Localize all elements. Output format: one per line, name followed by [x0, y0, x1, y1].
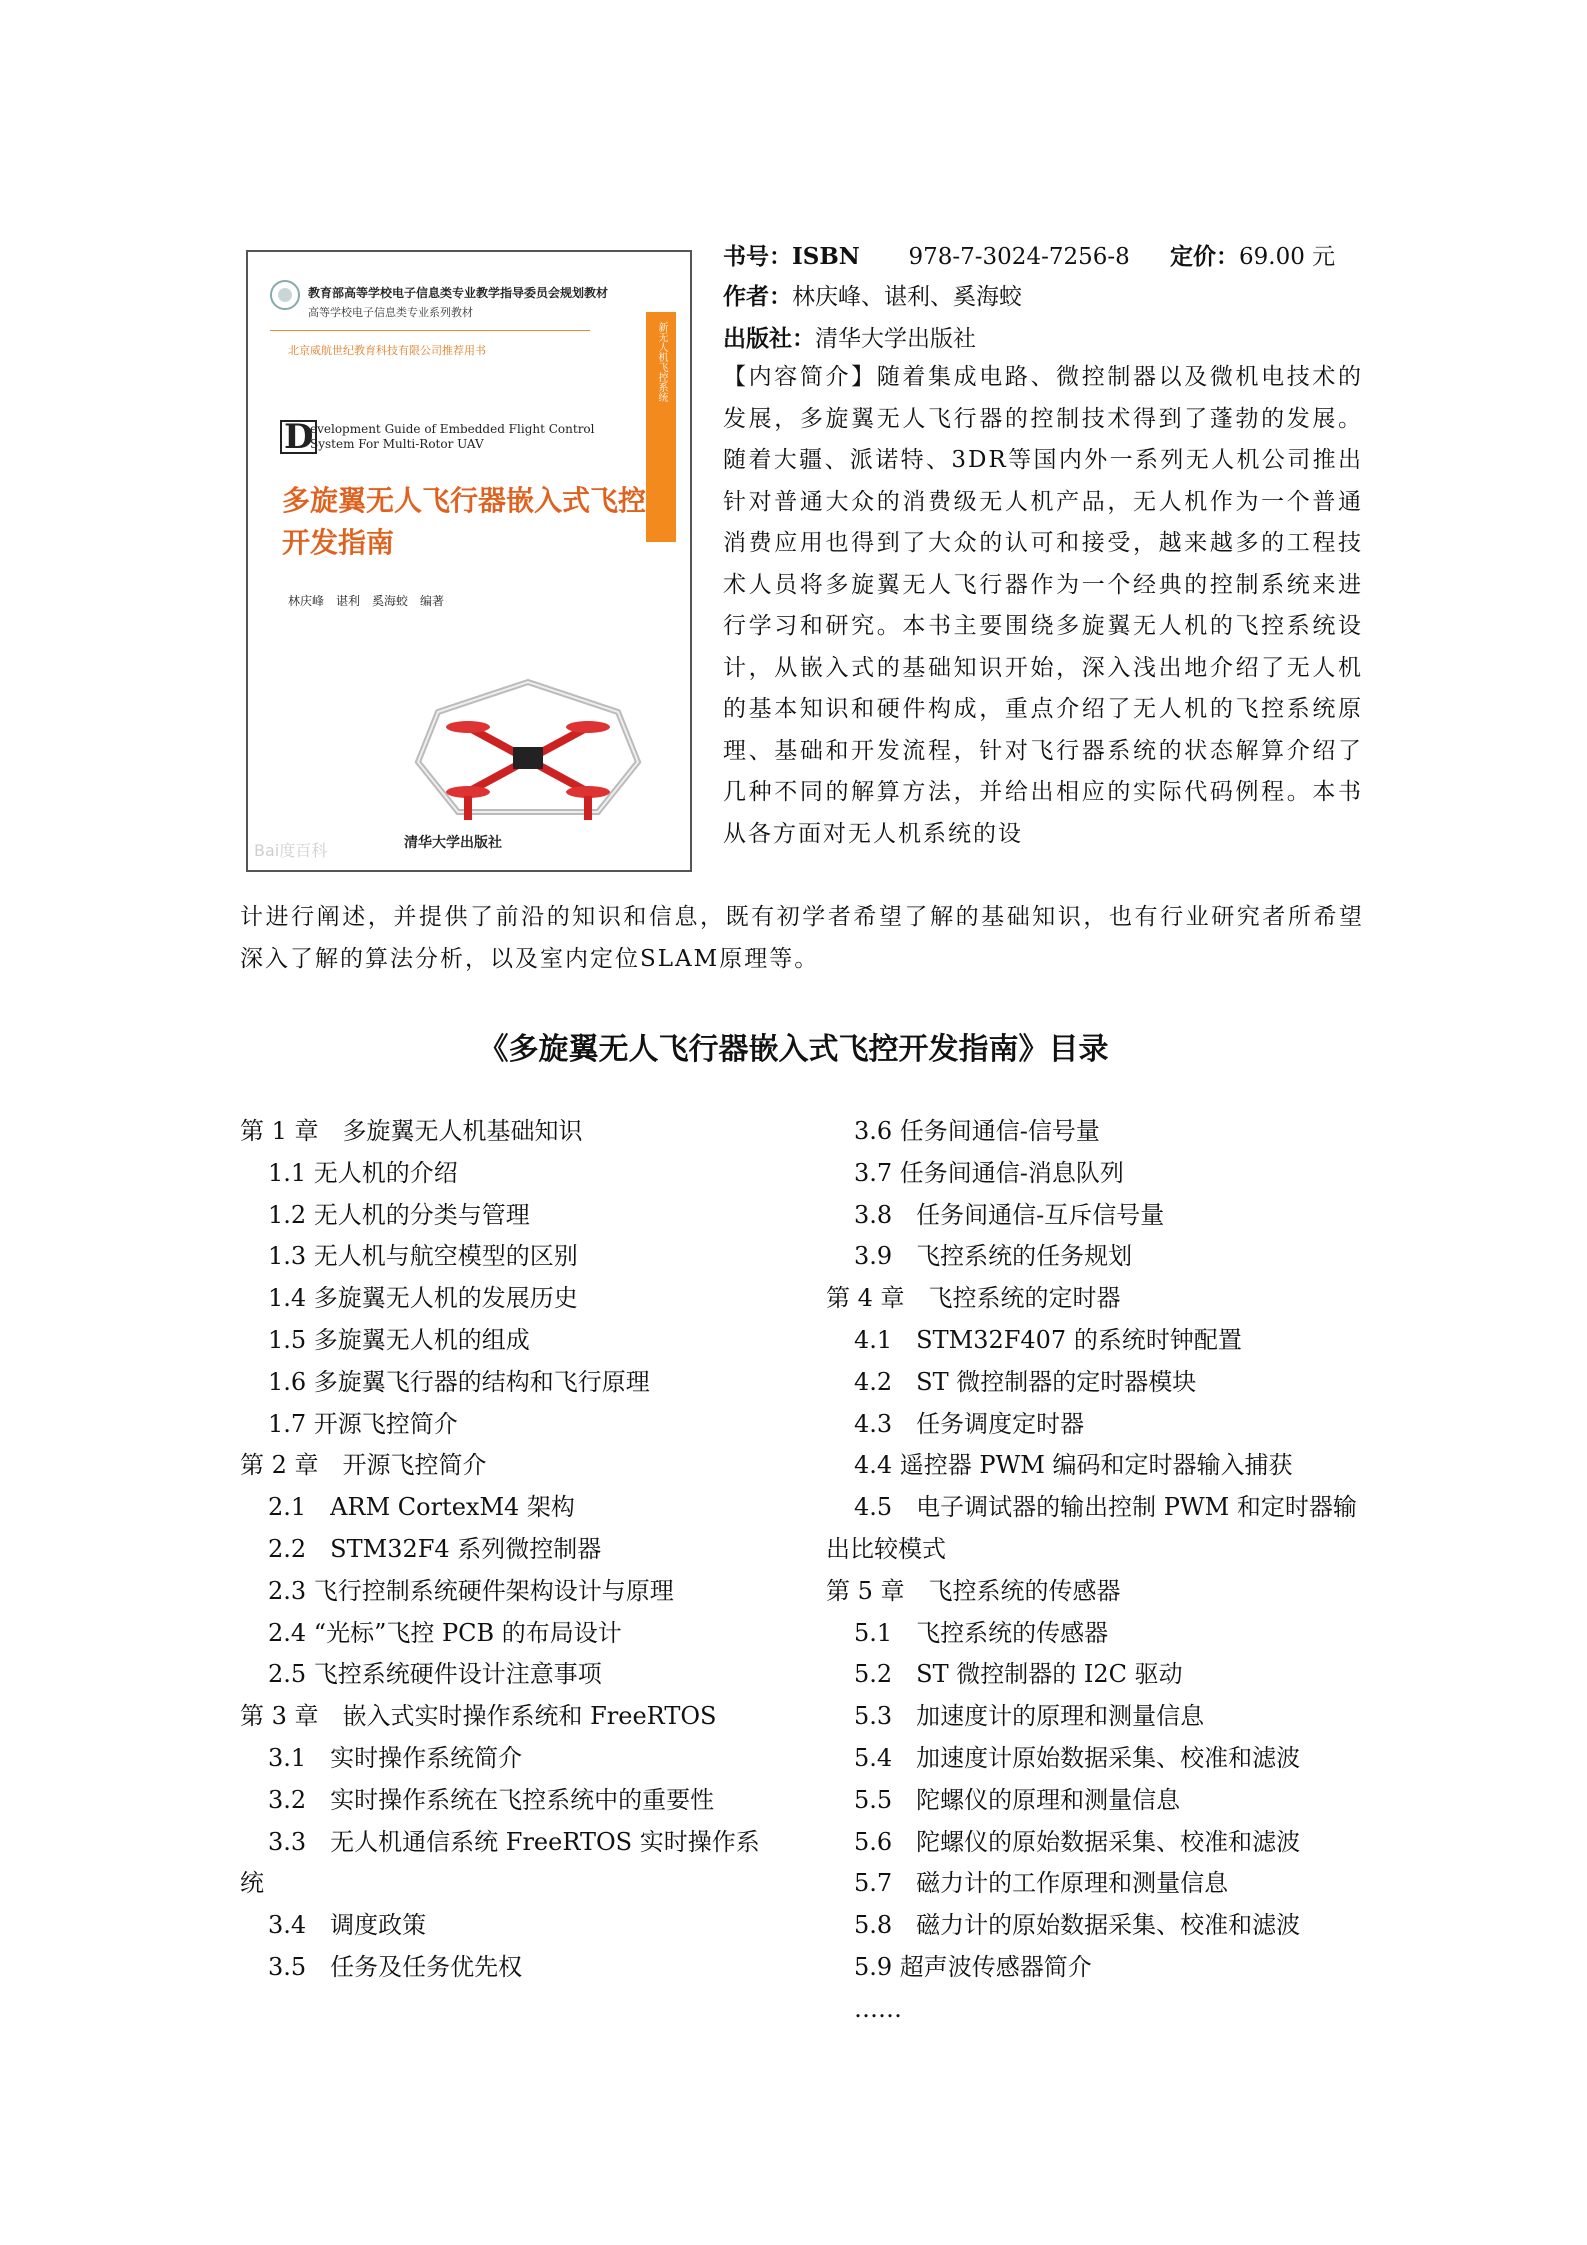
authors-value: 林庆峰、谌利、奚海蛟 [792, 284, 1022, 310]
cover-watermark: Bai度百科 [254, 841, 328, 860]
toc-entry: 3.9 飞控系统的任务规划 [854, 1242, 1133, 1271]
toc-entry: 3.7 任务间通信-消息队列 [854, 1158, 1124, 1187]
toc-entry: 3.4 调度政策 [268, 1911, 427, 1940]
toc-entry: 3.1 实时操作系统简介 [268, 1743, 523, 1772]
toc-entry: 5.8 磁力计的原始数据采集、校准和滤波 [854, 1911, 1301, 1940]
toc-title: 《多旋翼无人飞行器嵌入式飞控开发指南》目录 [478, 1032, 1109, 1067]
toc-entry: 4.4 遥控器 PWM 编码和定时器输入捕获 [854, 1451, 1293, 1480]
toc-entry: 5.3 加速度计的原理和测量信息 [854, 1702, 1205, 1731]
toc-entry: 3.8 任务间通信-互斥信号量 [854, 1200, 1165, 1229]
intro-paragraph: 【内容简介】随着集成电路、微控制器以及微机电技术的发展，多旋翼无人飞行器的控制技术得到了蓬勃的发展。随着大疆、派诺特、3DR等国内外一系列无人机公司推出针对普通大众的消费级无人机产品，无人机作为一个普通消费应用也得到了大众的认可和接受，越来越多的工程技术人员将多旋翼无人飞行器作为一个经典的控制系统来进行学习和研究。本书主要围绕多旋翼无人机的飞控系统设计，从嵌入式的基础知识开始，深入浅出地介绍了无人机的基本知识和硬件构成，重点介绍了无人机的飞控系统原理、基础和开发流程，针对飞行器系统的状态解算介绍了几种不同的解算方法，并给出相应的实际代码例程。本书从各方面对无人机系统的设 [723, 364, 1363, 847]
toc-entry: 第 2 章 开源飞控简介 [240, 1451, 487, 1480]
intro-paragraph-continued: 计进行阐述，并提供了前沿的知识和信息，既有初学者希望了解的基础知识，也有行业研究者所希望深入了解的算法分析，以及室内定位SLAM原理等。 [240, 904, 1364, 972]
toc-entry: 5.9 超声波传感器简介 [854, 1952, 1092, 1981]
cover-english-title: evelopment Guide of Embedded Flight Control System For Multi-Rotor UAV [310, 422, 595, 451]
cover-side-band-text: 新无人机飞控系统 [656, 322, 667, 402]
toc-entry: 3.2 实时操作系统在飞控系统中的重要性 [268, 1785, 715, 1814]
toc-entry: 1.4 多旋翼无人机的发展历史 [268, 1284, 578, 1313]
toc-entry: 1.1 无人机的介绍 [268, 1158, 458, 1187]
toc-entry: …… [854, 1994, 902, 2023]
book-cover [246, 250, 692, 872]
cover-header-line1: 教育部高等学校电子信息类专业教学指导委员会规划教材 [308, 286, 609, 300]
toc-entry: 2.2 STM32F4 系列微控制器 [268, 1534, 602, 1563]
toc-entry: 1.7 开源飞控简介 [268, 1409, 458, 1438]
cover-header-line2: 高等学校电子信息类专业系列教材 [308, 306, 473, 319]
isbn-label: 书号：ISBN [723, 243, 860, 270]
cover-authors: 林庆峰 谌利 奚海蛟 编著 [288, 594, 445, 608]
toc-entry: 2.3 飞行控制系统硬件架构设计与原理 [268, 1576, 674, 1605]
ministry-seal-icon [270, 280, 300, 310]
drone-illustration-icon [398, 672, 658, 832]
toc-entry: 1.3 无人机与航空模型的区别 [268, 1242, 578, 1271]
authors-line [723, 283, 1363, 311]
price-value: 69.00 元 [1239, 244, 1336, 270]
toc-entry: 2.5 飞控系统硬件设计注意事项 [268, 1660, 602, 1689]
toc-entry: 1.6 多旋翼飞行器的结构和飞行原理 [268, 1367, 650, 1396]
toc-entry: 3.6 任务间通信-信号量 [854, 1117, 1100, 1145]
authors-label: 作者： [723, 283, 792, 310]
toc-entry: 第 5 章 飞控系统的传感器 [826, 1576, 1121, 1605]
toc-entry: 4.3 任务调度定时器 [854, 1409, 1085, 1438]
publisher-line [723, 325, 1363, 353]
price-label: 定价： [1170, 243, 1239, 270]
isbn-value: 978-7-3024-7256-8 [908, 244, 1130, 270]
cover-recommend: 北京威航世纪教育科技有限公司推荐用书 [288, 344, 486, 357]
toc-right-column [826, 1111, 1371, 2031]
publisher-label: 出版社： [723, 325, 815, 352]
cover-divider [270, 330, 590, 331]
toc-entry: 5.6 陀螺仪的原始数据采集、校准和滤波 [854, 1827, 1301, 1856]
toc-entry: 4.2 ST 微控制器的定时器模块 [854, 1367, 1197, 1396]
toc-entry: 1.2 无人机的分类与管理 [268, 1200, 530, 1229]
toc-entry: 2.1 ARM CortexM4 架构 [268, 1493, 575, 1522]
toc-entry: 第 4 章 飞控系统的定时器 [826, 1284, 1121, 1313]
cover-big-letter: D [280, 420, 317, 454]
toc-entry: 5.2 ST 微控制器的 I2C 驱动 [854, 1660, 1183, 1689]
cover-chinese-title: 多旋翼无人飞行器嵌入式飞控开发指南 [282, 484, 647, 559]
toc-entry: 5.5 陀螺仪的原理和测量信息 [854, 1785, 1181, 1814]
price-line [1170, 243, 1335, 271]
toc-entry: 3.5 任务及任务优先权 [268, 1952, 523, 1981]
toc-entry: 5.1 飞控系统的传感器 [854, 1618, 1109, 1647]
cover-publisher-logo: 清华大学出版社 [404, 835, 502, 851]
toc-entry: 1.5 多旋翼无人机的组成 [268, 1325, 530, 1354]
toc-entry: 2.4 “光标”飞控 PCB 的布局设计 [268, 1618, 622, 1647]
toc-entry: 第 1 章 多旋翼无人机基础知识 [240, 1117, 583, 1145]
toc-left-column [240, 1111, 780, 1989]
toc-entry: 4.5 电子调试器的输出控制 PWM 和定时器输出比较模式 [826, 1493, 1357, 1563]
toc-entry: 5.7 磁力计的工作原理和测量信息 [854, 1869, 1229, 1898]
toc-entry: 第 3 章 嵌入式实时操作系统和 FreeRTOS [240, 1702, 717, 1731]
toc-entry: 5.4 加速度计原始数据采集、校准和滤波 [854, 1743, 1301, 1772]
toc-entry: 3.3 无人机通信系统 FreeRTOS 实时操作系统 [240, 1827, 760, 1898]
publisher-value: 清华大学出版社 [815, 326, 976, 352]
toc-entry: 4.1 STM32F407 的系统时钟配置 [854, 1325, 1242, 1354]
